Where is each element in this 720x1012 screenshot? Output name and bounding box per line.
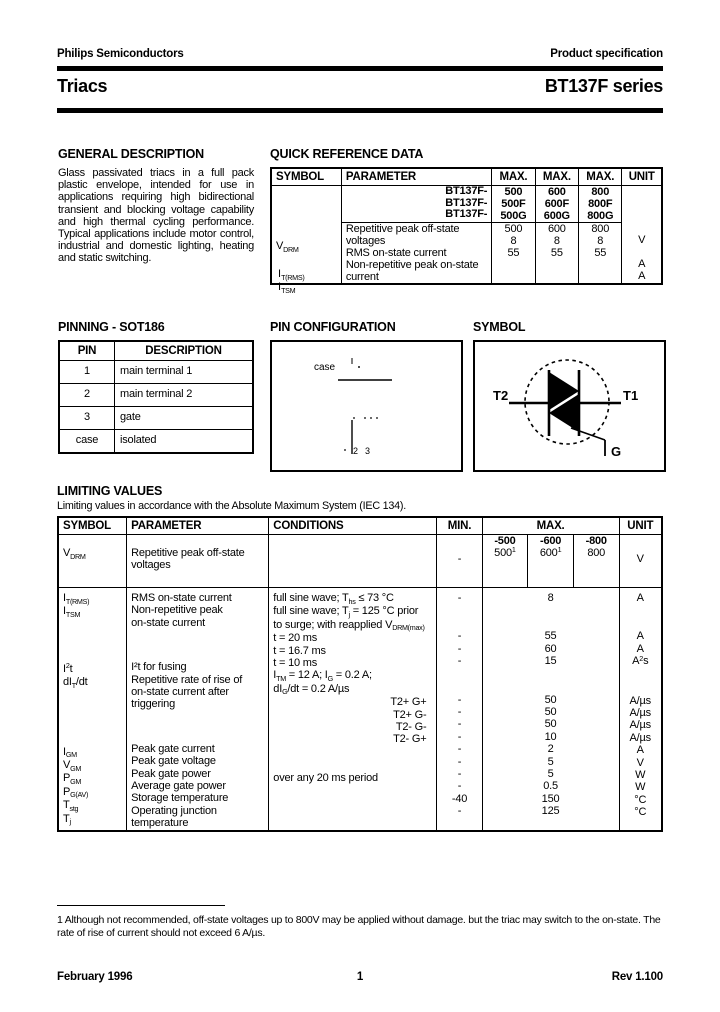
table-row (59, 430, 253, 454)
lv-unit-group (619, 588, 662, 831)
lv-max-800 (573, 535, 619, 588)
lv-col-parameter: PARAMETER (127, 517, 269, 535)
lv-conditions-vdrm (269, 535, 437, 588)
unit-value: A/µs (629, 731, 651, 744)
device-variant: 500G (500, 210, 527, 222)
min-value: - (457, 706, 462, 719)
device-line (346, 209, 487, 221)
lv-max-group (482, 588, 619, 831)
max-value: 55 (544, 630, 557, 643)
qrd-unit-col (622, 186, 662, 285)
page-footer (57, 971, 663, 985)
qrd-values-col-1 (492, 223, 535, 285)
symbol-entry: $I^2t$ (63, 660, 73, 675)
case-label: case (314, 362, 336, 373)
device-variant: 600G (543, 210, 570, 222)
general-description-heading: GENERAL DESCRIPTION (58, 147, 204, 161)
lv-conditions-group (269, 588, 437, 831)
table-row (59, 407, 253, 430)
pin-configuration-heading: PIN CONFIGURATION (270, 320, 396, 334)
unit-value: A/µs (629, 707, 651, 720)
condition-line: t = 16.7 ms (273, 644, 326, 657)
condition-line: $dI_G/dt = 0.2$ A/µs (273, 682, 350, 697)
symbol-entry: $T_{stg}$ (63, 799, 79, 813)
parameter-line: Average gate power (131, 780, 226, 793)
table-row (58, 588, 662, 831)
qrd-device-names (341, 186, 491, 223)
unit-value: V (636, 756, 644, 769)
pinning-heading: PINNING - SOT186 (58, 320, 165, 334)
document-type: Product specification (550, 48, 663, 60)
symbol-entry: $V_{GM}$ (63, 759, 82, 773)
max-value: 50 (544, 706, 557, 719)
min-value: - (457, 642, 462, 655)
symbol-base: V (276, 240, 284, 252)
quadrant-label: T2+ G- (393, 708, 427, 721)
triac-symbol-graphic (475, 342, 660, 466)
parameter-line: Peak gate power (131, 767, 211, 780)
max-value: 5 (547, 768, 554, 781)
footer-revision: Rev 1.100 (611, 971, 663, 983)
qrd-device-col-3 (579, 186, 622, 223)
lv-max-600 (528, 535, 574, 588)
pin-number: 1 (59, 361, 115, 384)
symbol-entry: $I_{T(RMS)}$ (63, 592, 90, 606)
company-name: Philips Semiconductors (57, 48, 184, 60)
terminal-t2-label: T2 (493, 388, 509, 403)
max-value: 125 (541, 805, 560, 818)
max-value: 10 (544, 730, 557, 743)
condition-line: t = 20 ms (273, 632, 318, 645)
symbol-diagram (473, 340, 666, 472)
parameter-text: Repetitive peak off-state voltages (345, 223, 460, 247)
pin-description: gate (115, 407, 254, 430)
max-value: 800 (587, 547, 606, 560)
qrd-symbol-itsm: $I_{TSM}$ (278, 281, 296, 295)
device-variant: 800F (588, 198, 613, 210)
max-value: 15 (544, 655, 557, 668)
unit-value: A (636, 630, 644, 643)
device-prefix: BT137F- (445, 185, 488, 197)
unit-value: $A^2s$ (632, 654, 649, 668)
value: 55 (594, 247, 607, 259)
quick-reference-table (270, 167, 663, 285)
symbol-heading: SYMBOL (473, 320, 526, 334)
value: 8 (553, 235, 560, 247)
lv-col-min: MIN. (437, 517, 482, 535)
max-subheader: -800 (585, 535, 607, 547)
lv-unit-vdrm: V (619, 535, 662, 588)
terminal-t1-label: T1 (623, 388, 639, 403)
condition-line: full sine wave; $T_j = 125$ °C prior (273, 605, 419, 619)
device-prefix: BT137F- (445, 196, 488, 209)
parameter-line: Storage temperature (131, 792, 229, 805)
table-row (58, 535, 662, 588)
device-prefix: BT137F- (445, 208, 488, 221)
unit-value: A (636, 642, 644, 655)
pin-number: case (59, 430, 115, 454)
parameter-line: on-state current (131, 616, 205, 629)
pin-number-label: 3 (365, 446, 371, 456)
lv-min-vdrm: - (437, 535, 482, 588)
lv-symbol-group (58, 588, 127, 831)
condition-line: to surge; with reapplied $V_{DRM(max)}$ (273, 618, 425, 633)
min-value: - (457, 743, 462, 756)
symbol-entry: $P_{GM}$ (63, 772, 82, 786)
parameter-line: RMS on-state current (131, 592, 232, 604)
value: 55 (550, 247, 563, 259)
min-value: - (457, 630, 462, 643)
footnote (57, 914, 663, 939)
qrd-col-max-3: MAX. (579, 168, 622, 186)
device-variant: 600 (547, 186, 566, 198)
unit-value: W (635, 769, 646, 782)
max-value: 150 (541, 792, 560, 805)
table-row (59, 361, 253, 384)
symbol-entry: $T_j$ (63, 812, 71, 827)
series-title: BT137F series (544, 76, 663, 96)
min-value: - (457, 780, 462, 793)
pin-configuration-diagram (270, 340, 463, 472)
device-variant: 500F (501, 198, 526, 210)
qrd-col-unit: UNIT (622, 168, 662, 186)
max-value: $600^1$ (539, 545, 562, 560)
device-variant: 500 (504, 186, 523, 198)
value: 8 (597, 235, 604, 247)
footnote-marker: 1 (57, 914, 63, 926)
parameter-line: Repetitive rate of rise of (131, 673, 243, 686)
unit-value: °C (634, 793, 647, 806)
product-family-title: Triacs (57, 76, 108, 96)
footer-page-number: 1 (356, 971, 364, 983)
symbol-sub: DRM (283, 244, 299, 254)
max-value: 60 (544, 642, 557, 655)
package-outline-graphic (272, 342, 457, 466)
qrd-col-max-2: MAX. (535, 168, 578, 186)
pin-col-description: DESCRIPTION (115, 341, 254, 361)
symbol-entry: $I_{TSM}$ (63, 605, 81, 619)
min-value: - (457, 693, 462, 706)
parameter-text: RMS on-state current (345, 247, 447, 259)
pin-number: 3 (59, 407, 115, 430)
max-value: 50 (544, 718, 557, 731)
header-rule-top (57, 66, 663, 71)
pin-number: 2 (59, 384, 115, 407)
min-value: - (457, 655, 462, 668)
pin-number-label: 2 (353, 446, 359, 456)
general-description-body: Glass passivated triacs in a full pack plastic envelope, intended for use in applications requiring high bidirectional transient and blocking voltage capability and high thermal cycling performance. Typical applications include motor control, industrial and domestic lighting, heating and static switching. (58, 167, 254, 265)
value: 800 (591, 223, 610, 235)
gate-label: G (611, 444, 622, 459)
header-rule-bottom (57, 108, 663, 113)
lv-parameter-vdrm: Repetitive peak off-state voltages (127, 535, 269, 588)
pin-description: main terminal 2 (115, 384, 254, 407)
qrd-col-parameter: PARAMETER (341, 168, 491, 186)
symbol-entry: $I_{GM}$ (63, 745, 77, 760)
device-variant: 800G (587, 210, 614, 222)
limiting-values-heading: LIMITING VALUES (57, 484, 163, 498)
quadrant-label: T2- G- (395, 721, 427, 734)
limiting-values-subtitle: Limiting values in accordance with the Absolute Maximum System (IEC 134). (57, 500, 407, 512)
unit-value: A (636, 592, 644, 604)
lv-col-symbol: SYMBOL (58, 517, 127, 535)
footer-date: February 1996 (57, 971, 133, 983)
table-row (271, 186, 662, 223)
pinning-table (58, 340, 254, 454)
qrd-device-col-1 (492, 186, 535, 223)
unit-value: A/µs (629, 694, 651, 707)
unit-value: A (638, 258, 646, 270)
parameter-text: Non-repetitive peak on-state current (345, 259, 479, 283)
quick-reference-heading: QUICK REFERENCE DATA (270, 147, 424, 161)
parameter-line: Peak gate current (131, 742, 215, 755)
condition-line: full sine wave; $T_{hs} \le 73$ °C (273, 592, 394, 606)
qrd-symbol-itrms: $I_{T(RMS)}$ (278, 268, 305, 282)
qrd-values-col-2 (535, 223, 578, 285)
parameter-line: on-state current after (131, 686, 229, 699)
max-subheader: -500 (494, 535, 516, 547)
max-value: 2 (547, 743, 554, 756)
device-variant: 800 (591, 186, 610, 198)
parameter-line: triggering (131, 698, 175, 711)
unit-value: A (636, 744, 644, 757)
min-value: - (457, 768, 462, 781)
qrd-values-col-3 (579, 223, 622, 285)
value: 600 (547, 223, 566, 235)
min-value: - (457, 805, 462, 818)
parameter-line: Peak gate voltage (131, 755, 216, 768)
min-value: - (457, 755, 462, 768)
condition-line: over any 20 ms period (273, 771, 378, 784)
pin-description: isolated (115, 430, 254, 454)
qrd-col-max-1: MAX. (492, 168, 535, 186)
min-value: - (457, 592, 462, 604)
min-value: - (457, 718, 462, 731)
lv-col-max: MAX. (482, 517, 619, 535)
lv-col-conditions: CONDITIONS (269, 517, 437, 535)
page-header (57, 48, 663, 61)
lv-symbol-vdrm: $V_{DRM}$ (58, 535, 127, 588)
lv-min-group (437, 588, 482, 831)
min-value: -40 (451, 792, 468, 805)
max-value: 8 (547, 592, 554, 604)
lv-parameter-group (127, 588, 269, 831)
min-value: - (457, 730, 462, 743)
qrd-parameters (341, 223, 491, 285)
max-subheader: -600 (540, 535, 562, 547)
unit-value: W (635, 781, 646, 794)
device-variant: 600F (544, 198, 569, 210)
footnote-separator (57, 905, 225, 906)
unit-value: V (638, 234, 646, 246)
parameter-line: I²t for fusing (131, 661, 187, 674)
quadrant-label: T2- G+ (393, 733, 427, 746)
value: 500 (504, 223, 523, 235)
table-header-row (59, 341, 253, 361)
table-header-row (58, 517, 662, 535)
max-value: 5 (547, 755, 554, 768)
max-value: 50 (544, 693, 557, 706)
parameter-line: Operating junction temperature (131, 804, 217, 830)
max-value: $500^1$ (494, 545, 516, 560)
max-value: 0.5 (543, 780, 558, 793)
table-header-row (271, 168, 662, 186)
unit-value: A/µs (629, 719, 651, 732)
symbol-entry: $dI_T/dt$ (63, 676, 88, 690)
unit-value: A (638, 270, 646, 282)
condition-line: t = 10 ms (273, 657, 318, 670)
symbol-entry: $P_{G(AV)}$ (63, 785, 89, 800)
pin-col-number: PIN (59, 341, 115, 361)
unit-value: °C (634, 806, 647, 819)
value: 8 (510, 235, 517, 247)
parameter-line: Non-repetitive peak (131, 604, 223, 617)
lv-max-500 (482, 535, 528, 588)
title-row (57, 76, 663, 102)
condition-line: $I_{TM} = 12$ A; $I_G = 0.2$ A; (273, 669, 372, 683)
pin-description: main terminal 1 (115, 361, 254, 384)
qrd-device-col-2 (535, 186, 578, 223)
quadrant-label: T2+ G+ (390, 696, 427, 709)
footnote-text: Although not recommended, off-state voltages up to 800V may be applied without damage. but the triac may switch to the on-state. The rate of rise of current should not exceed 6 A/µs. (57, 914, 661, 939)
table-row (59, 384, 253, 407)
limiting-values-table (57, 516, 663, 832)
value: 55 (507, 247, 520, 259)
lv-col-unit: UNIT (619, 517, 662, 535)
qrd-col-symbol: SYMBOL (271, 168, 341, 186)
